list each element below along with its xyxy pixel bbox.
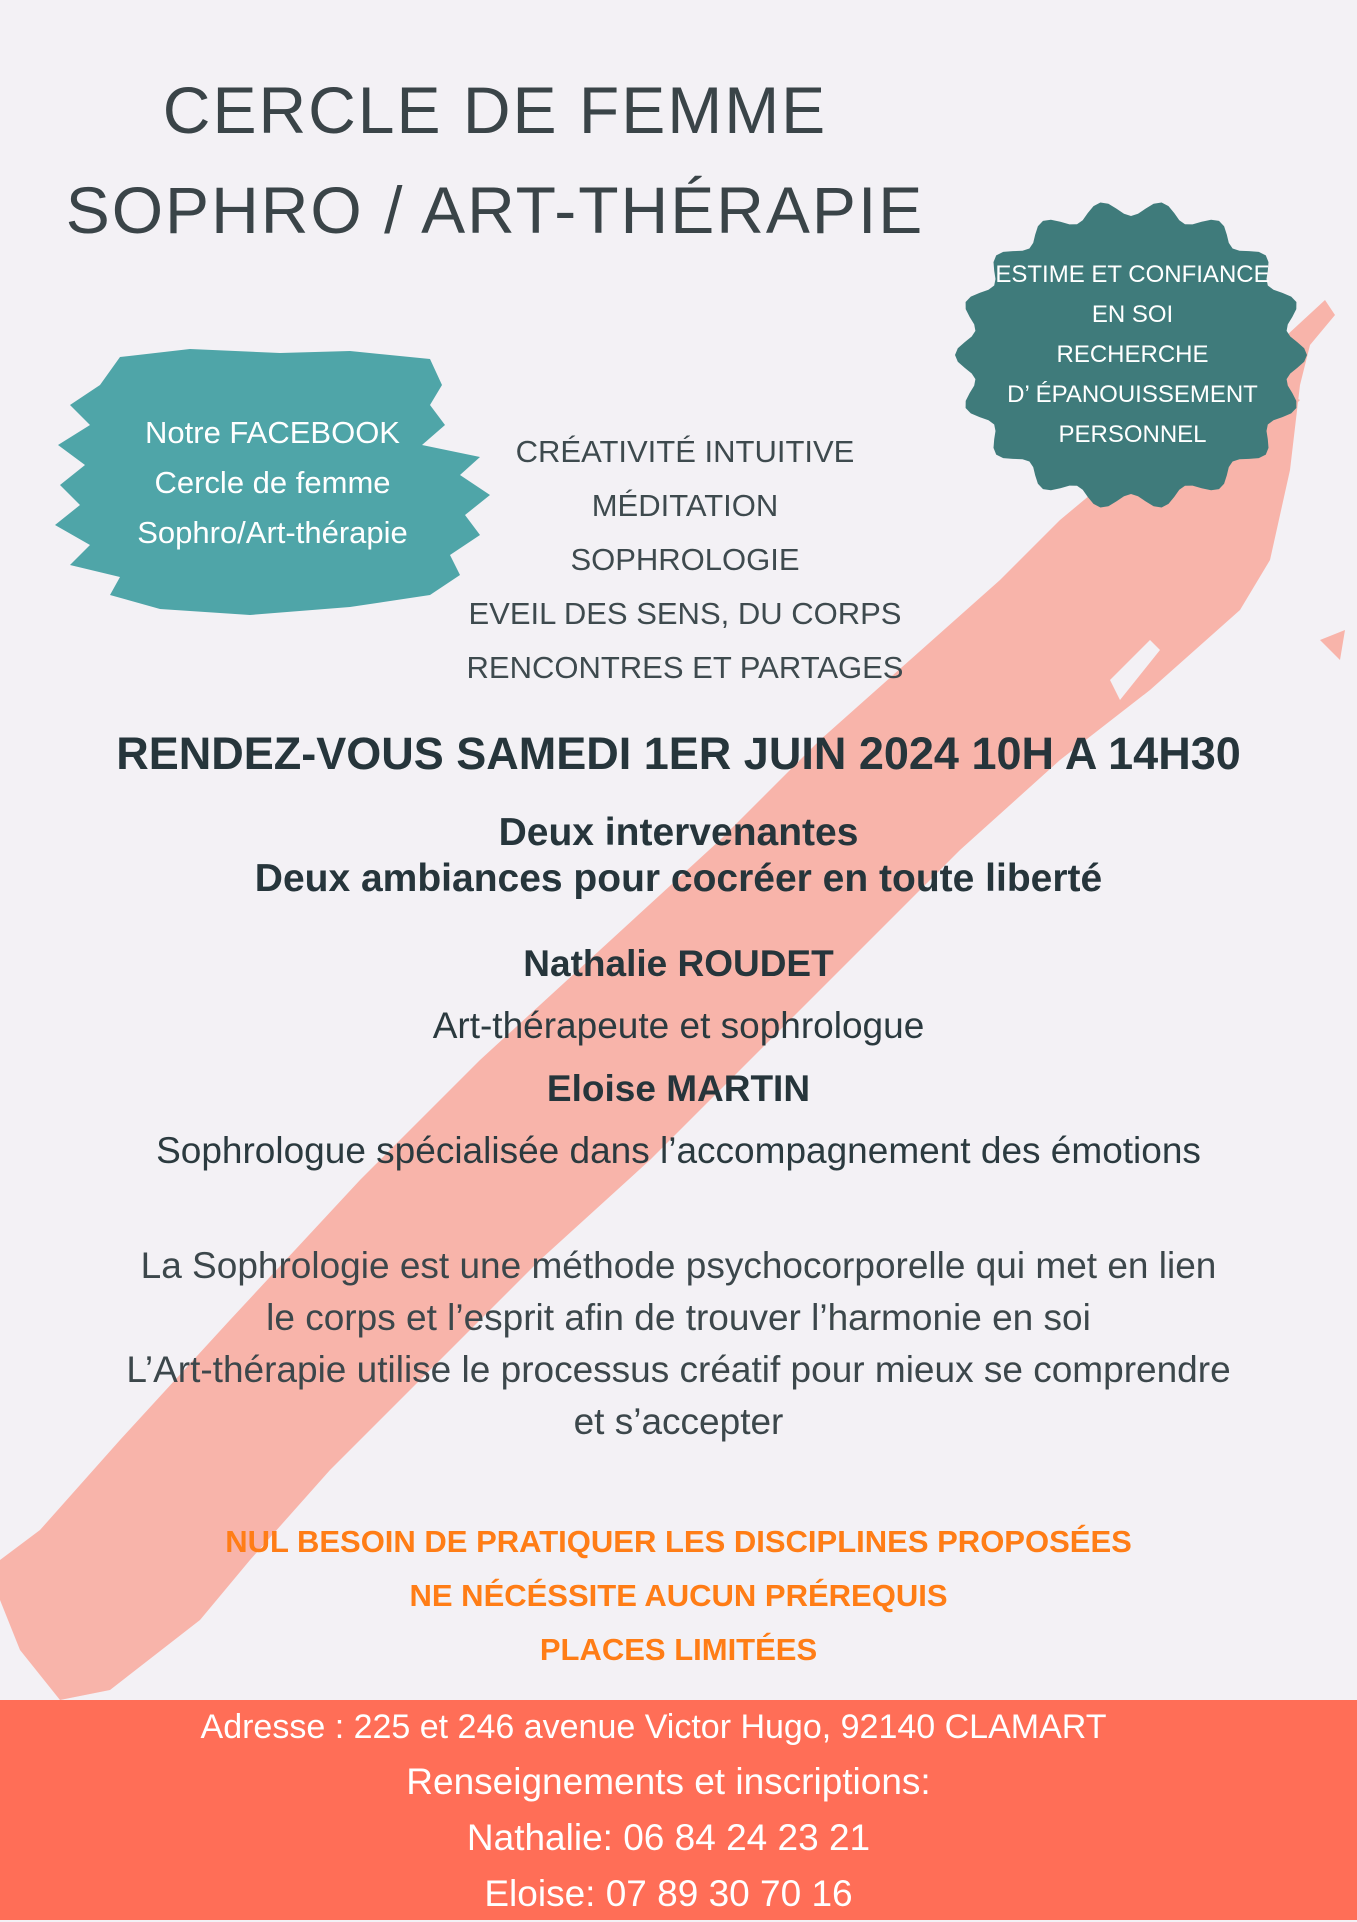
- seal-line: D’ ÉPANOUISSEMENT: [1007, 381, 1258, 408]
- title-line-2: SOPHRO / ART-THÉRAPIE: [65, 173, 925, 247]
- note-line: PLACES LIMITÉES: [539, 1632, 818, 1667]
- description-paragraph: [40, 1240, 1317, 1448]
- subtitle-line-2: Deux ambiances pour cocréer en toute liberté: [254, 857, 1103, 900]
- activity-item: SOPHROLOGIE: [570, 542, 800, 577]
- speaker-name: Eloise MARTIN: [546, 1068, 811, 1109]
- seal-badge: [975, 255, 1290, 455]
- facebook-badge-line: Sophro/Art-thérapie: [137, 515, 408, 550]
- title-line-1: CERCLE DE FEMME: [162, 73, 828, 147]
- activity-item: MÉDITATION: [591, 488, 779, 523]
- event-date-heading: RENDEZ-VOUS SAMEDI 1ER JUIN 2024 10H A 14H30: [116, 728, 1241, 779]
- activity-item: CRÉATIVITÉ INTUITIVE: [515, 434, 855, 469]
- subtitle-line-1: Deux intervenantes: [498, 811, 859, 854]
- activities-list: [440, 425, 930, 695]
- seal-line: RECHERCHE: [1056, 341, 1209, 368]
- facebook-badge-line: Cercle de femme: [154, 465, 391, 500]
- description-line: le corps et l’esprit afin de trouver l’harmonie en soi: [266, 1297, 1091, 1338]
- seal-line: ESTIME ET CONFIANCE: [995, 261, 1270, 288]
- footer-phone-nathalie[interactable]: Nathalie: 06 84 24 23 21: [466, 1817, 871, 1858]
- event-subtitle: [0, 810, 1357, 902]
- activity-item: RENCONTRES ET PARTAGES: [466, 650, 904, 685]
- note-line: NUL BESOIN DE PRATIQUER LES DISCIPLINES PROPOSÉES: [225, 1524, 1132, 1559]
- speaker-role: Art-thérapeute et sophrologue: [432, 1005, 925, 1046]
- description-line: et s’accepter: [573, 1401, 784, 1442]
- speaker-role: Sophrologue spécialisée dans l’accompagnement des émotions: [156, 1130, 1201, 1171]
- speaker-name: Nathalie ROUDET: [523, 943, 834, 984]
- description-line: L’Art-thérapie utilise le processus créatif pour mieux se comprendre: [126, 1349, 1231, 1390]
- footer-phone-eloise[interactable]: Eloise: 07 89 30 70 16: [484, 1873, 853, 1914]
- description-line: La Sophrologie est une méthode psychocorporelle qui met en lien: [140, 1245, 1217, 1286]
- facebook-badge-line: Notre FACEBOOK: [145, 415, 400, 450]
- activity-item: EVEIL DES SENS, DU CORPS: [468, 596, 902, 631]
- note-line: NE NÉCÉSSITE AUCUN PRÉREQUIS: [409, 1578, 948, 1613]
- facebook-badge[interactable]: [90, 408, 455, 558]
- important-notes: [0, 1515, 1357, 1677]
- seal-line: PERSONNEL: [1058, 421, 1207, 448]
- footer-info: Renseignements et inscriptions:: [406, 1761, 931, 1802]
- footer-contact: [0, 1700, 1357, 1922]
- footer-address: Adresse : 225 et 246 avenue Victor Hugo, 92140 CLAMART: [200, 1708, 1107, 1746]
- seal-line: EN SOI: [1091, 301, 1174, 328]
